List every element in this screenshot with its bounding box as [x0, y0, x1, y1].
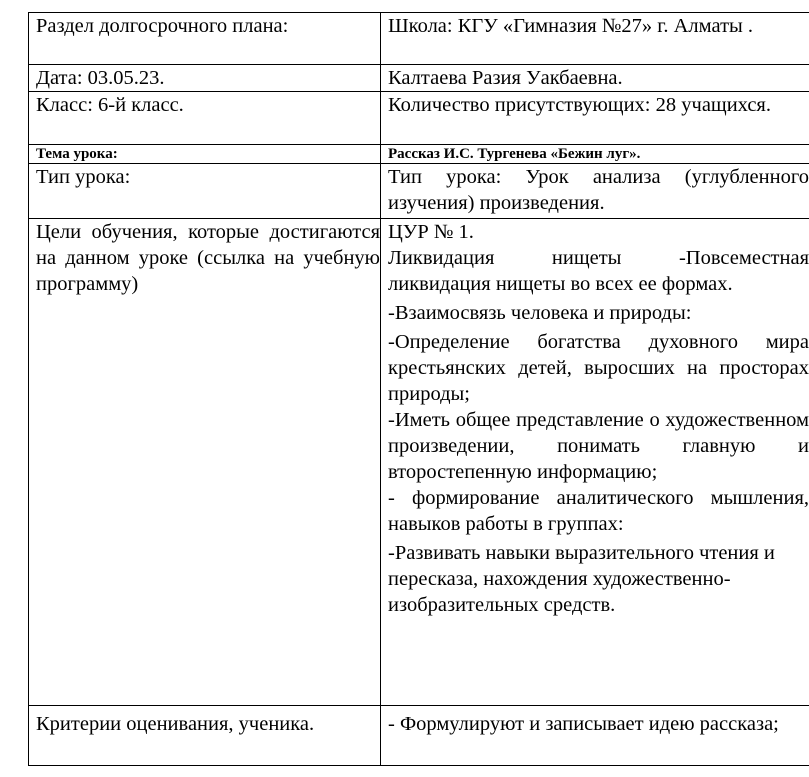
- row-label: Класс: 6-й класс.: [29, 92, 381, 145]
- goal-paragraph: -Взаимосвязь человека и природы:: [388, 302, 692, 324]
- row-label: Тип урока:: [29, 164, 381, 219]
- table-row: [29, 164, 809, 219]
- goal-paragraph: - формирование аналитического мышления, навыков работы в группах:: [388, 487, 809, 535]
- criteria-label: Критерии оценивания, ученика.: [29, 706, 381, 766]
- table-row: [29, 219, 809, 706]
- table-row: [29, 92, 809, 145]
- row-value: Тип урока: Урок анализа (углубленного изучения) произведения.: [381, 164, 809, 219]
- goal-paragraph: Ликвидация нищеты -Повсеместная ликвидация нищеты во всех ее формах.: [388, 247, 809, 295]
- topic-value: Рассказ И.С. Тургенева «Бежин луг».: [381, 145, 809, 164]
- table-row: [29, 145, 809, 164]
- row-label: Раздел долгосрочного плана:: [29, 13, 381, 65]
- table-row: [29, 13, 809, 65]
- topic-label: Тема урока:: [29, 145, 381, 164]
- row-value: Школа: КГУ «Гимназия №27» г. Алматы .: [381, 13, 809, 65]
- goal-paragraph: -Развивать навыки выразительного чтения и пересказа, нахождения художественно-изобразительных средств.: [388, 542, 775, 616]
- goal-paragraph: -Иметь общее представление о художественном произведении, понимать главную и второстепенную информацию;: [388, 409, 809, 483]
- goals-label: Цели обучения, которые достигаются на данном уроке (ссылка на учебную программу): [29, 219, 381, 706]
- goal-paragraph: -Определение богатства духовного мира крестьянских детей, выросших на просторах природы;: [388, 331, 809, 405]
- table-row: [29, 706, 809, 766]
- row-value: Калтаева Разия Уакбаевна.: [381, 65, 809, 92]
- table-row: [29, 65, 809, 92]
- criteria-value: - Формулируют и записывает идею рассказа;: [381, 706, 809, 766]
- row-value: Количество присутствующих: 28 учащихся.: [381, 92, 809, 145]
- goal-paragraph: ЦУР № 1.: [388, 221, 474, 243]
- lesson-plan-table: [28, 12, 809, 766]
- goals-cell: [381, 219, 809, 706]
- row-label: Дата: 03.05.23.: [29, 65, 381, 92]
